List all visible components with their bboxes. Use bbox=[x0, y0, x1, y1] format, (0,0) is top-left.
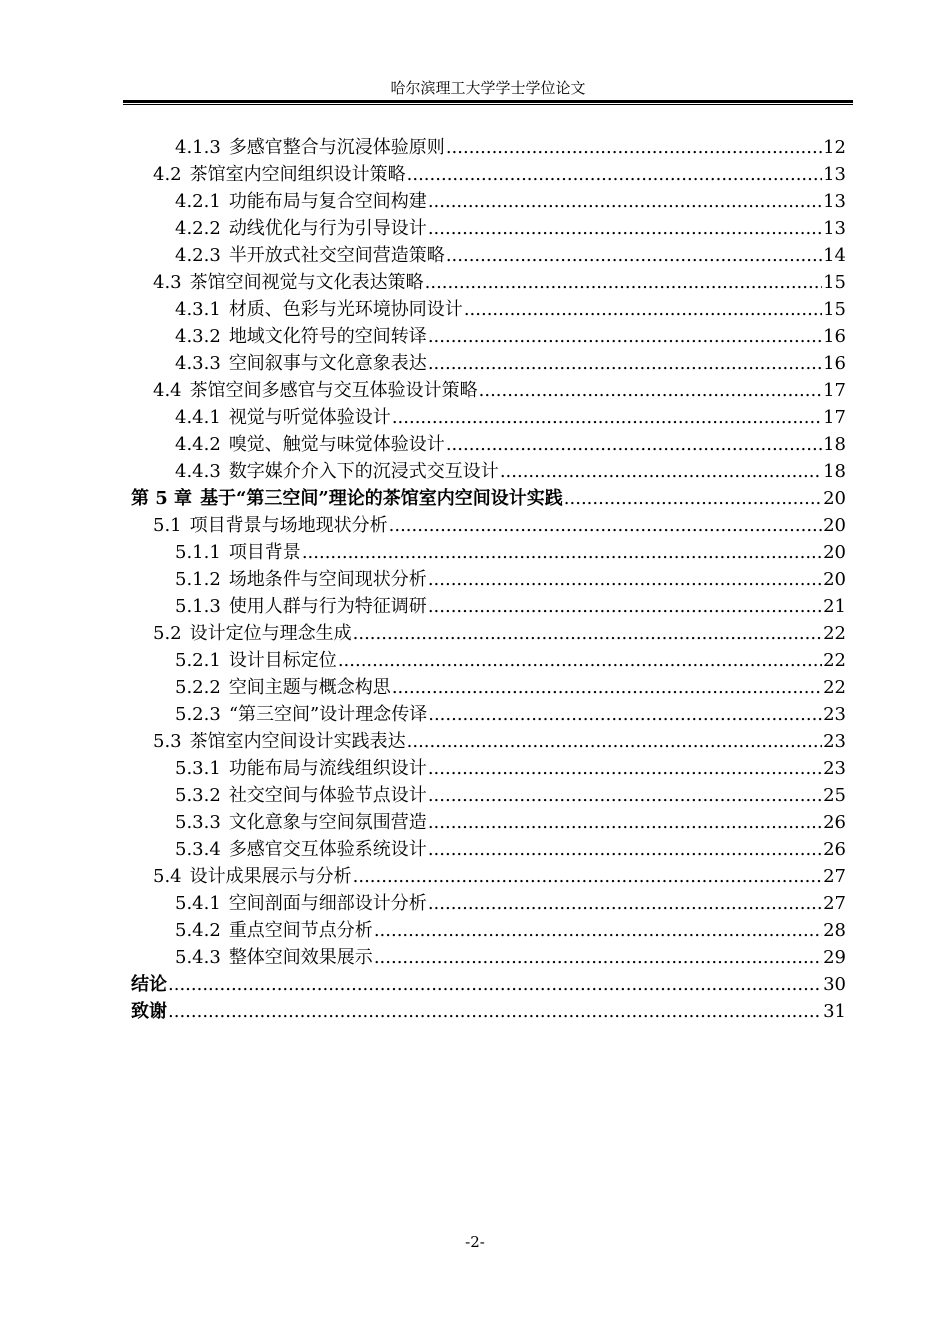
toc-leader-dots bbox=[374, 917, 822, 944]
toc-entry[interactable] bbox=[131, 539, 846, 566]
toc-leader-dots bbox=[428, 566, 822, 593]
page-number: -2- bbox=[465, 1233, 485, 1251]
toc-entry-number: 4.2.1 bbox=[175, 191, 221, 212]
toc-entry-page: 12 bbox=[823, 137, 846, 158]
header-rule-thin bbox=[123, 104, 853, 105]
toc-entry-page: 31 bbox=[823, 1001, 846, 1022]
toc-entry-number: 5.1.1 bbox=[175, 542, 221, 563]
toc-entry-title: 功能布局与复合空间构建 bbox=[228, 191, 427, 212]
toc-leader-dots bbox=[374, 944, 822, 971]
toc-entry-number: 4.2 bbox=[153, 164, 182, 185]
toc-entry-page: 16 bbox=[823, 353, 846, 374]
toc-entry-title: 整体空间效果展示 bbox=[228, 947, 373, 968]
toc-entry-page: 27 bbox=[823, 893, 846, 914]
toc-entry-title: 设计定位与理念生成 bbox=[189, 623, 352, 644]
toc-leader-dots bbox=[392, 404, 822, 431]
toc-entry-title: 茶馆室内空间设计实践表达 bbox=[189, 731, 406, 752]
toc-entry[interactable] bbox=[131, 458, 846, 485]
toc-entry-page: 28 bbox=[823, 920, 846, 941]
toc-entry-title: 文化意象与空间氛围营造 bbox=[228, 812, 427, 833]
toc-entry-number: 4.4.1 bbox=[175, 407, 221, 428]
toc-entry-number: 5.3 bbox=[153, 731, 182, 752]
toc-entry-page: 18 bbox=[823, 434, 846, 455]
toc-entry-number: 5.2 bbox=[153, 623, 182, 644]
toc-entry-number: 5.4.3 bbox=[175, 947, 221, 968]
toc-entry[interactable] bbox=[131, 782, 846, 809]
toc-entry-title: 多感官整合与沉浸体验原则 bbox=[228, 137, 445, 158]
toc-entry[interactable] bbox=[131, 350, 846, 377]
toc-leader-dots bbox=[407, 161, 822, 188]
toc-entry-page: 29 bbox=[823, 947, 846, 968]
toc-entry-page: 23 bbox=[823, 704, 846, 725]
toc-entry-page: 21 bbox=[823, 596, 846, 617]
toc-entry[interactable] bbox=[131, 971, 846, 998]
toc-entry[interactable] bbox=[131, 836, 846, 863]
toc-entry[interactable] bbox=[131, 593, 846, 620]
toc-entry-title: 设计目标定位 bbox=[228, 650, 337, 671]
toc-entry-page: 27 bbox=[823, 866, 846, 887]
toc-entry[interactable] bbox=[131, 701, 846, 728]
toc-leader-dots bbox=[428, 809, 822, 836]
toc-entry-number: 4.3 bbox=[153, 272, 182, 293]
toc-leader-dots bbox=[428, 755, 822, 782]
toc-leader-dots bbox=[353, 863, 822, 890]
toc-entry-page: 20 bbox=[823, 542, 846, 563]
toc-entry-number: 4.4.3 bbox=[175, 461, 221, 482]
toc-entry-number: 5.4.1 bbox=[175, 893, 221, 914]
toc-entry-number: 5.3.3 bbox=[175, 812, 221, 833]
toc-entry[interactable] bbox=[131, 809, 846, 836]
toc-entry-page: 20 bbox=[823, 488, 846, 509]
toc-entry-title: 动线优化与行为引导设计 bbox=[228, 218, 427, 239]
toc-entry[interactable] bbox=[131, 890, 846, 917]
toc-entry-number: 第 5 章 bbox=[131, 488, 193, 509]
toc-entry-title: 使用人群与行为特征调研 bbox=[228, 596, 427, 617]
toc-entry-page: 26 bbox=[823, 839, 846, 860]
toc-leader-dots bbox=[428, 593, 822, 620]
toc-entry[interactable] bbox=[131, 161, 846, 188]
toc-leader-dots bbox=[428, 215, 822, 242]
toc-entry[interactable] bbox=[131, 242, 846, 269]
toc-entry[interactable] bbox=[131, 566, 846, 593]
toc-entry-number: 5.1.2 bbox=[175, 569, 221, 590]
toc-entry-page: 15 bbox=[823, 272, 846, 293]
toc-entry-number: 4.4.2 bbox=[175, 434, 221, 455]
toc-entry-number: 5.2.1 bbox=[175, 650, 221, 671]
toc-entry-number: 5.1 bbox=[153, 515, 182, 536]
toc-leader-dots bbox=[564, 485, 822, 512]
toc-entry-title: 多感官交互体验系统设计 bbox=[228, 839, 427, 860]
toc-leader-dots bbox=[446, 431, 822, 458]
toc-leader-dots bbox=[500, 458, 822, 485]
toc-leader-dots bbox=[446, 242, 822, 269]
toc-entry-number: 5.2.2 bbox=[175, 677, 221, 698]
toc-entry-title: 茶馆室内空间组织设计策略 bbox=[189, 164, 406, 185]
toc-entry-page: 14 bbox=[823, 245, 846, 266]
toc-entry-number: 4.3.2 bbox=[175, 326, 221, 347]
toc-entry-number: 5.4.2 bbox=[175, 920, 221, 941]
toc-entry[interactable] bbox=[131, 647, 846, 674]
toc-entry-title: 设计成果展示与分析 bbox=[189, 866, 352, 887]
toc-entry-number: 5.4 bbox=[153, 866, 182, 887]
toc-entry[interactable] bbox=[131, 755, 846, 782]
toc-entry-number: 5.3.1 bbox=[175, 758, 221, 779]
toc-entry-number: 5.1.3 bbox=[175, 596, 221, 617]
toc-entry-number: 4.3.3 bbox=[175, 353, 221, 374]
toc-entry-page: 26 bbox=[823, 812, 846, 833]
toc-entry-page: 13 bbox=[823, 218, 846, 239]
toc-entry[interactable] bbox=[131, 215, 846, 242]
toc-entry-page: 23 bbox=[823, 758, 846, 779]
toc-entry-page: 22 bbox=[823, 623, 846, 644]
toc-entry[interactable] bbox=[131, 269, 846, 296]
toc-entry-number: 4.4 bbox=[153, 380, 182, 401]
toc-entry-number: 4.2.2 bbox=[175, 218, 221, 239]
toc-leader-dots bbox=[446, 134, 822, 161]
toc-entry[interactable] bbox=[131, 863, 846, 890]
toc-leader-dots bbox=[428, 350, 822, 377]
toc-leader-dots bbox=[428, 188, 822, 215]
toc-entry[interactable] bbox=[131, 512, 846, 539]
toc-entry-page: 16 bbox=[823, 326, 846, 347]
toc-entry-title: 材质、色彩与光环境协同设计 bbox=[228, 299, 463, 320]
toc-entry-title: 项目背景 bbox=[228, 542, 301, 563]
toc-entry-title: 结论 bbox=[131, 974, 167, 995]
toc-leader-dots bbox=[464, 296, 822, 323]
toc-entry-number: 4.3.1 bbox=[175, 299, 221, 320]
toc-entry-title: 社交空间与体验节点设计 bbox=[228, 785, 427, 806]
toc-entry-title: 茶馆空间视觉与文化表达策略 bbox=[189, 272, 424, 293]
toc-entry-title: 空间剖面与细部设计分析 bbox=[228, 893, 427, 914]
toc-entry-title: 基于“第三空间”理论的茶馆室内空间设计实践 bbox=[200, 488, 563, 509]
toc-leader-dots bbox=[428, 323, 822, 350]
toc-entry-title: 项目背景与场地现状分析 bbox=[189, 515, 388, 536]
toc-entry[interactable] bbox=[131, 674, 846, 701]
toc-entry[interactable] bbox=[131, 134, 846, 161]
toc-leader-dots bbox=[392, 674, 822, 701]
toc-entry-page: 20 bbox=[823, 515, 846, 536]
toc-leader-dots bbox=[338, 647, 822, 674]
toc-entry[interactable] bbox=[131, 728, 846, 755]
toc-entry[interactable] bbox=[131, 377, 846, 404]
toc-leader-dots bbox=[479, 377, 822, 404]
toc-entry-page: 25 bbox=[823, 785, 846, 806]
toc-leader-dots bbox=[389, 512, 822, 539]
toc-entry-page: 30 bbox=[823, 974, 846, 995]
toc-leader-dots bbox=[428, 782, 822, 809]
toc-leader-dots bbox=[428, 701, 822, 728]
toc-entry-title: 数字媒介介入下的沉浸式交互设计 bbox=[228, 461, 499, 482]
toc-entry-number: 5.2.3 bbox=[175, 704, 221, 725]
toc-entry-page: 17 bbox=[823, 407, 846, 428]
toc-entry-page: 20 bbox=[823, 569, 846, 590]
toc-entry-title: 视觉与听觉体验设计 bbox=[228, 407, 391, 428]
page-header: 哈尔滨理工大学学士学位论文 bbox=[390, 79, 586, 97]
toc-entry-page: 18 bbox=[823, 461, 846, 482]
toc-entry-title: “第三空间”设计理念传译 bbox=[228, 704, 428, 725]
toc-entry-title: 地域文化符号的空间转译 bbox=[228, 326, 427, 347]
toc-leader-dots bbox=[302, 539, 822, 566]
toc-entry-title: 场地条件与空间现状分析 bbox=[228, 569, 427, 590]
toc-entry-page: 17 bbox=[823, 380, 846, 401]
toc-leader-dots bbox=[425, 269, 822, 296]
toc-entry[interactable] bbox=[131, 431, 846, 458]
toc-entry-page: 23 bbox=[823, 731, 846, 752]
toc-entry-title: 茶馆空间多感官与交互体验设计策略 bbox=[189, 380, 478, 401]
toc-leader-dots bbox=[407, 728, 822, 755]
toc-entry-page: 22 bbox=[823, 650, 846, 671]
toc-entry[interactable] bbox=[131, 944, 846, 971]
toc-entry[interactable] bbox=[131, 620, 846, 647]
toc-entry[interactable] bbox=[131, 404, 846, 431]
toc-entry-title: 空间主题与概念构思 bbox=[228, 677, 391, 698]
toc-entry[interactable] bbox=[131, 485, 846, 512]
toc-entry[interactable] bbox=[131, 917, 846, 944]
toc-leader-dots bbox=[168, 998, 822, 1025]
toc-entry[interactable] bbox=[131, 188, 846, 215]
toc-entry-page: 15 bbox=[823, 299, 846, 320]
toc-entry[interactable] bbox=[131, 323, 846, 350]
toc-entry[interactable] bbox=[131, 998, 846, 1025]
toc-entry-title: 功能布局与流线组织设计 bbox=[228, 758, 427, 779]
toc-entry-title: 致谢 bbox=[131, 1001, 167, 1022]
toc-entry-number: 5.3.2 bbox=[175, 785, 221, 806]
toc-leader-dots bbox=[428, 836, 822, 863]
header-rule-thick bbox=[123, 100, 853, 103]
toc-leader-dots bbox=[353, 620, 822, 647]
toc-entry-title: 半开放式社交空间营造策略 bbox=[228, 245, 445, 266]
toc-entry-page: 13 bbox=[823, 164, 846, 185]
toc-entry-title: 空间叙事与文化意象表达 bbox=[228, 353, 427, 374]
toc-leader-dots bbox=[428, 890, 822, 917]
toc-entry-page: 22 bbox=[823, 677, 846, 698]
toc-entry-number: 4.1.3 bbox=[175, 137, 221, 158]
toc-entry-title: 重点空间节点分析 bbox=[228, 920, 373, 941]
toc-entry-title: 嗅觉、触觉与味觉体验设计 bbox=[228, 434, 445, 455]
toc-entry-number: 5.3.4 bbox=[175, 839, 221, 860]
toc-leader-dots bbox=[168, 971, 822, 998]
table-of-contents bbox=[131, 134, 846, 1025]
toc-entry-page: 13 bbox=[823, 191, 846, 212]
toc-entry-number: 4.2.3 bbox=[175, 245, 221, 266]
toc-entry[interactable] bbox=[131, 296, 846, 323]
